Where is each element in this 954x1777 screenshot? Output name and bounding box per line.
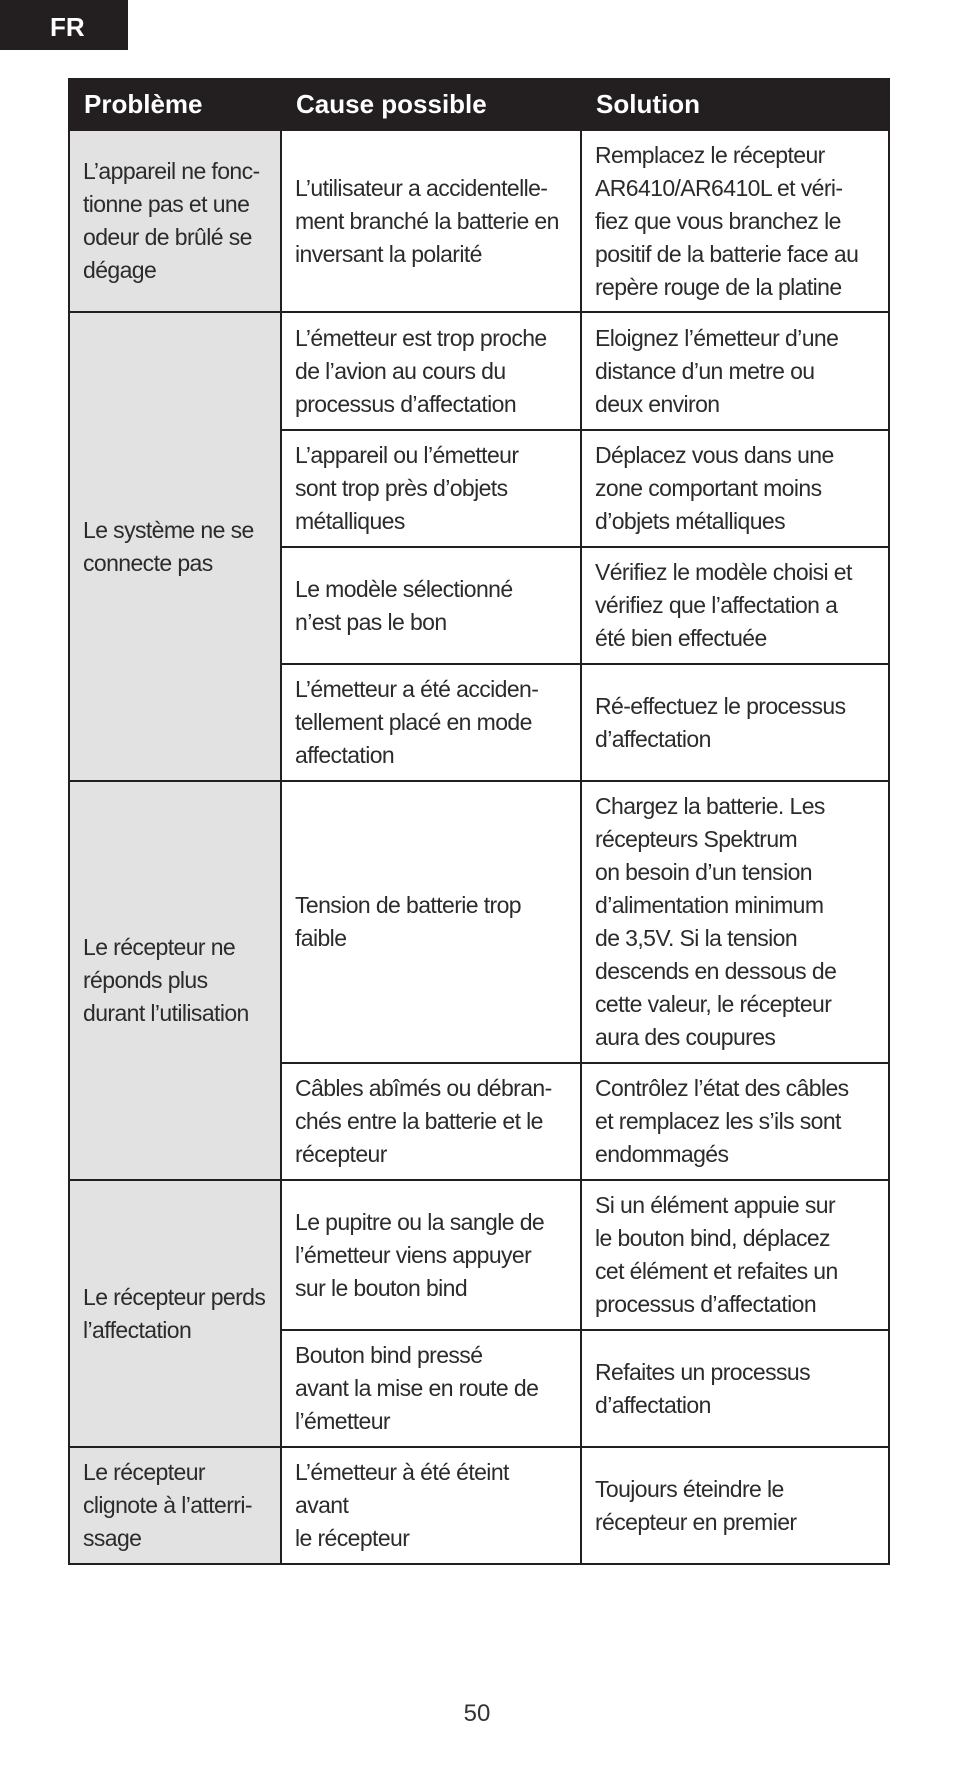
table-row: [69, 1447, 889, 1564]
header-solution: Solution: [581, 79, 889, 130]
cause-cell: Le pupitre ou la sangle de l’émetteur viens appuyer sur le bouton bind: [281, 1180, 581, 1330]
table-row: [69, 130, 889, 312]
cause-cell: Le modèle sélectionné n’est pas le bon: [281, 547, 581, 664]
table-row: [69, 312, 889, 430]
problem-cell: Le récepteur clignote à l’atterri- ssage: [69, 1447, 281, 1564]
cause-cell: Bouton bind pressé avant la mise en route de l’émetteur: [281, 1330, 581, 1447]
page-number: 50: [463, 1700, 491, 1727]
solution-cell: Contrôlez l’état des câbles et remplacez les s’ils sont endommagés: [581, 1063, 889, 1180]
problem-cell: Le récepteur ne réponds plus durant l’utilisation: [69, 781, 281, 1180]
cause-cell: Tension de batterie trop faible: [281, 781, 581, 1063]
problem-cell: L’appareil ne fonc- tionne pas et une odeur de brûlé se dégage: [69, 130, 281, 312]
cause-cell: L’utilisateur a accidentelle- ment branché la batterie en inversant la polarité: [281, 130, 581, 312]
problem-cell: Le récepteur perds l’affectation: [69, 1180, 281, 1447]
solution-cell: Si un élément appuie sur le bouton bind, déplacez cet élément et refaites un processus d’affectation: [581, 1180, 889, 1330]
cause-cell: L’appareil ou l’émetteur sont trop près d’objets métalliques: [281, 430, 581, 547]
solution-cell: Vérifiez le modèle choisi et vérifiez que l’affectation a été bien effectuée: [581, 547, 889, 664]
cause-cell: L’émetteur à été éteint avant le récepteur: [281, 1447, 581, 1564]
language-tab: FR: [0, 0, 128, 50]
solution-cell: Déplacez vous dans une zone comportant moins d’objets métalliques: [581, 430, 889, 547]
table-row: [69, 1180, 889, 1330]
solution-cell: Ré-effectuez le processus d’affectation: [581, 664, 889, 781]
solution-cell: Chargez la batterie. Les récepteurs Spektrum on besoin d’un tension d’alimentation minimum de 3,5V. Si la tension descends en dessous de cette valeur, le récepteur aura des coupures: [581, 781, 889, 1063]
problem-cell: Le système ne se connecte pas: [69, 312, 281, 781]
table-row: [69, 781, 889, 1063]
cause-cell: Câbles abîmés ou débran- chés entre la batterie et le récepteur: [281, 1063, 581, 1180]
header-problem: Problème: [69, 79, 281, 130]
solution-cell: Toujours éteindre le récepteur en premier: [581, 1447, 889, 1564]
cause-cell: L’émetteur est trop proche de l’avion au cours du processus d’affectation: [281, 312, 581, 430]
solution-cell: Eloignez l’émetteur d’une distance d’un metre ou deux environ: [581, 312, 889, 430]
table-header-row: [69, 79, 889, 130]
troubleshooting-table: [68, 78, 890, 1565]
solution-cell: Refaites un processus d’affectation: [581, 1330, 889, 1447]
solution-cell: Remplacez le récepteur AR6410/AR6410L et véri- fiez que vous branchez le positif de la batterie face au repère rouge de la platine: [581, 130, 889, 312]
header-cause: Cause possible: [281, 79, 581, 130]
cause-cell: L’émetteur a été acciden- tellement placé en mode affectation: [281, 664, 581, 781]
